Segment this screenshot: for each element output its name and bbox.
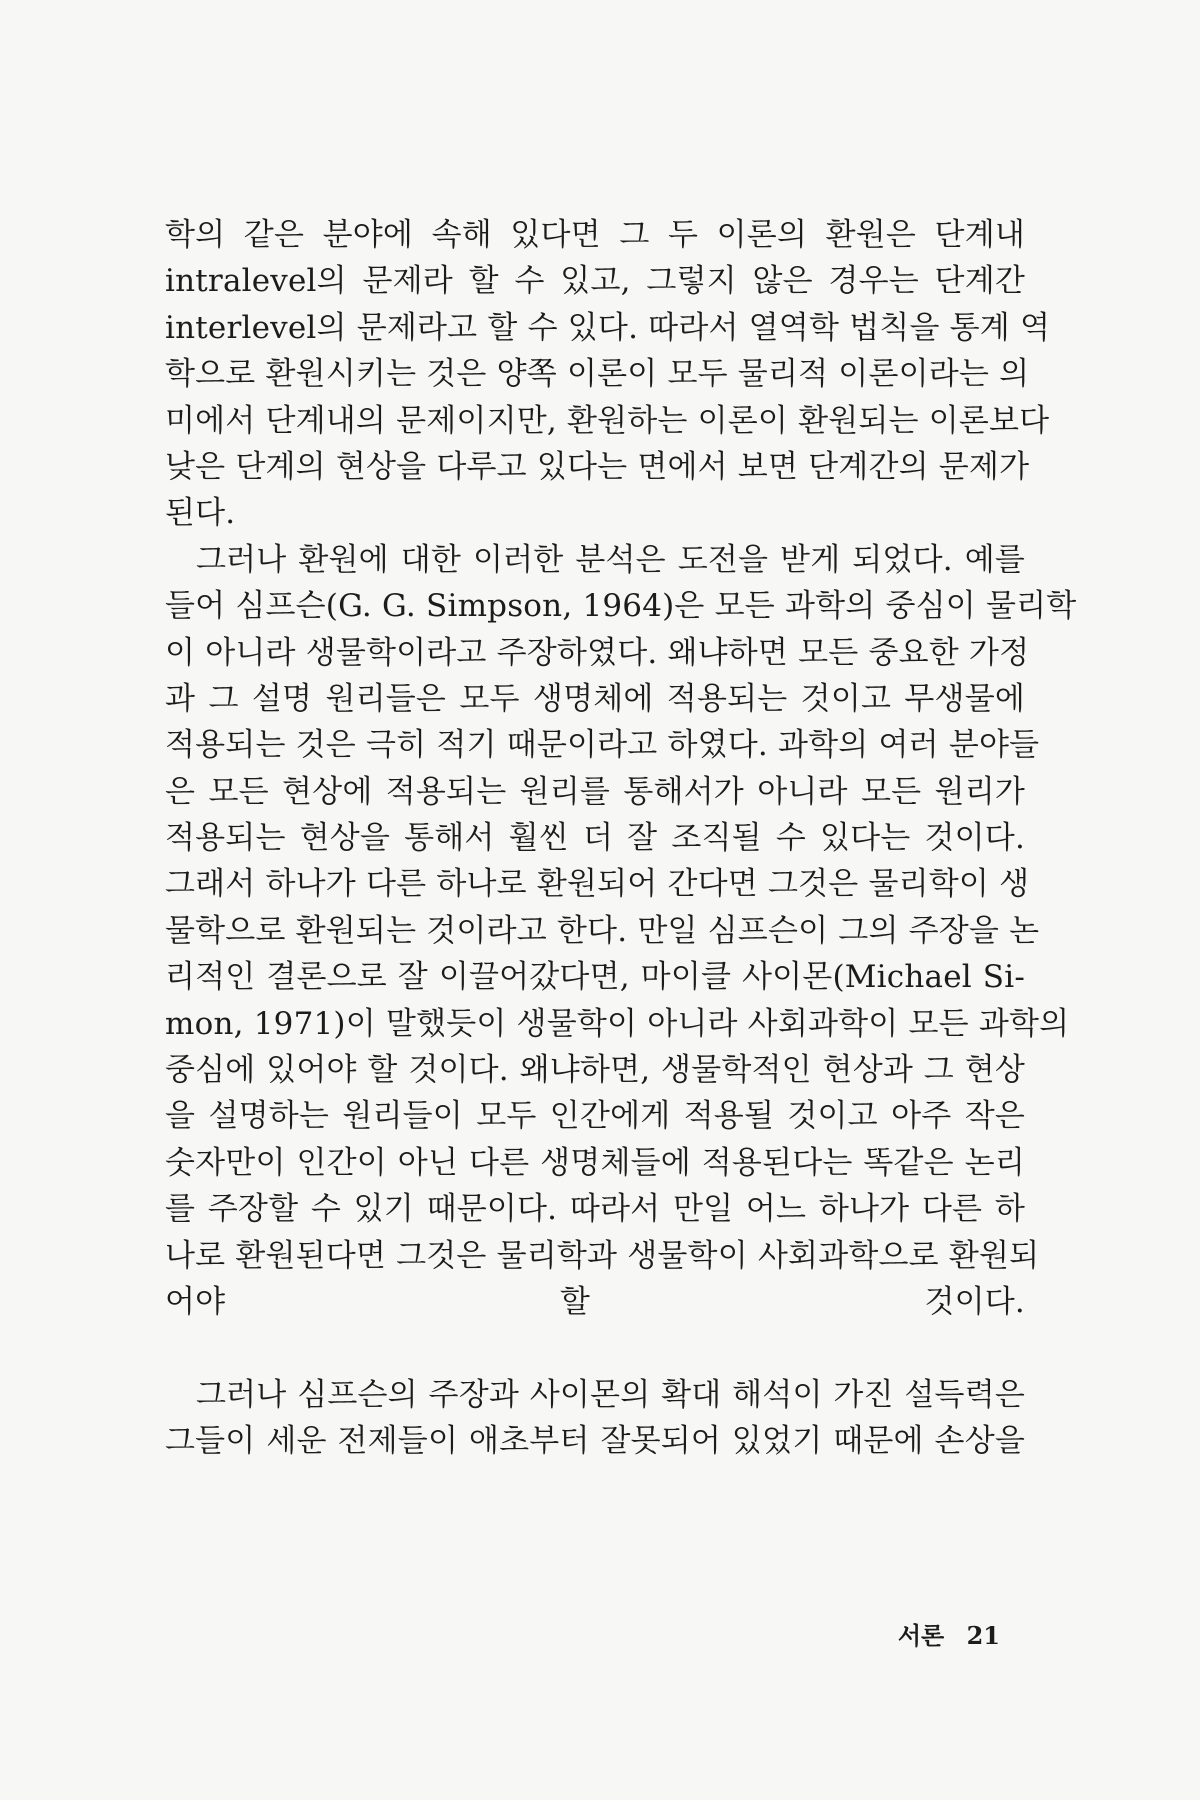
paragraph-2 (165, 537, 1077, 1372)
text-line: mon, 1971)이 말했듯이 생물학이 아니라 사회과학이 모든 과학의 (165, 1005, 1070, 1042)
text-line: 나로 환원된다면 그것은 물리학과 생물학이 사회과학으로 환원되 (165, 1237, 1040, 1274)
page-number: 21 (966, 1621, 1000, 1650)
text-line: interlevel의 문제라고 할 수 있다. 따라서 열역학 법칙을 통계 역 (165, 309, 1051, 346)
text-line (165, 1325, 1025, 1371)
paragraph-3 (165, 1372, 1025, 1465)
text-line: 리적인 결론으로 잘 이끌어갔다면, 마이클 사이몬(Michael Si- (165, 959, 1025, 996)
text-line: 학의 같은 분야에 속해 있다면 그 두 이론의 환원은 단계내 (165, 217, 1025, 253)
text-line: 그러나 심프슨의 주장과 사이몬의 확대 해석이 가진 설득력은 (196, 1376, 1025, 1413)
text-line: 중심에 있어야 할 것이다. 왜냐하면, 생물학적인 현상과 그 현상 (165, 1052, 1025, 1089)
text-line: 학으로 환원시키는 것은 양쪽 이론이 모두 물리적 이론이라는 의 (165, 356, 1030, 393)
text-line: 를 주장할 수 있기 때문이다. 따라서 만일 어느 하나가 다른 하 (165, 1191, 1025, 1228)
text-line: 숫자만이 인간이 아닌 다른 생명체들에 적용된다는 똑같은 논리 (165, 1144, 1025, 1181)
text-line: 적용되는 것은 극히 적기 때문이라고 하였다. 과학의 여러 분야들 (165, 727, 1040, 764)
text-line: 어야 할 것이다. (165, 1283, 1025, 1320)
text-line: 들어 심프슨(G. G. Simpson, 1964)은 모든 과학의 중심이 물리학 (165, 588, 1077, 625)
text-line: 낮은 단계의 현상을 다루고 있다는 면에서 보면 단계간의 문제가 (165, 448, 1030, 485)
text-line: 그러나 환원에 대한 이러한 분석은 도전을 받게 되었다. 예를 (196, 541, 1025, 578)
text-line: intralevel의 문제라 할 수 있고, 그렇지 않은 경우는 단계간 (165, 263, 1025, 300)
text-line: 과 그 설명 원리들은 모두 생명체에 적용되는 것이고 무생물에 (165, 680, 1025, 717)
body-text (165, 212, 1077, 1465)
text-line: 물학으로 환원되는 것이라고 한다. 만일 심프슨이 그의 주장을 논 (165, 912, 1040, 949)
page-footer (898, 1616, 1000, 1651)
text-line: 을 설명하는 원리들이 모두 인간에게 적용될 것이고 아주 작은 (165, 1098, 1025, 1135)
text-line: 이 아니라 생물학이라고 주장하였다. 왜냐하면 모든 중요한 가정 (165, 634, 1030, 671)
text-line: 그래서 하나가 다른 하나로 환원되어 간다면 그것은 물리학이 생 (165, 866, 1030, 903)
text-line: 된다. (165, 495, 236, 532)
text-line: 미에서 단계내의 문제이지만, 환원하는 이론이 환원되는 이론보다 (165, 402, 1050, 439)
text-line: 적용되는 현상을 통해서 훨씬 더 잘 조직될 수 있다는 것이다. (165, 820, 1025, 857)
text-line: 은 모든 현상에 적용되는 원리를 통해서가 아니라 모든 원리가 (165, 773, 1025, 810)
text-line: 그들이 세운 전제들이 애초부터 잘못되어 있었기 때문에 손상을 (165, 1423, 1025, 1460)
paragraph-1 (165, 212, 1051, 537)
running-section-title: 서론 (897, 1622, 945, 1650)
